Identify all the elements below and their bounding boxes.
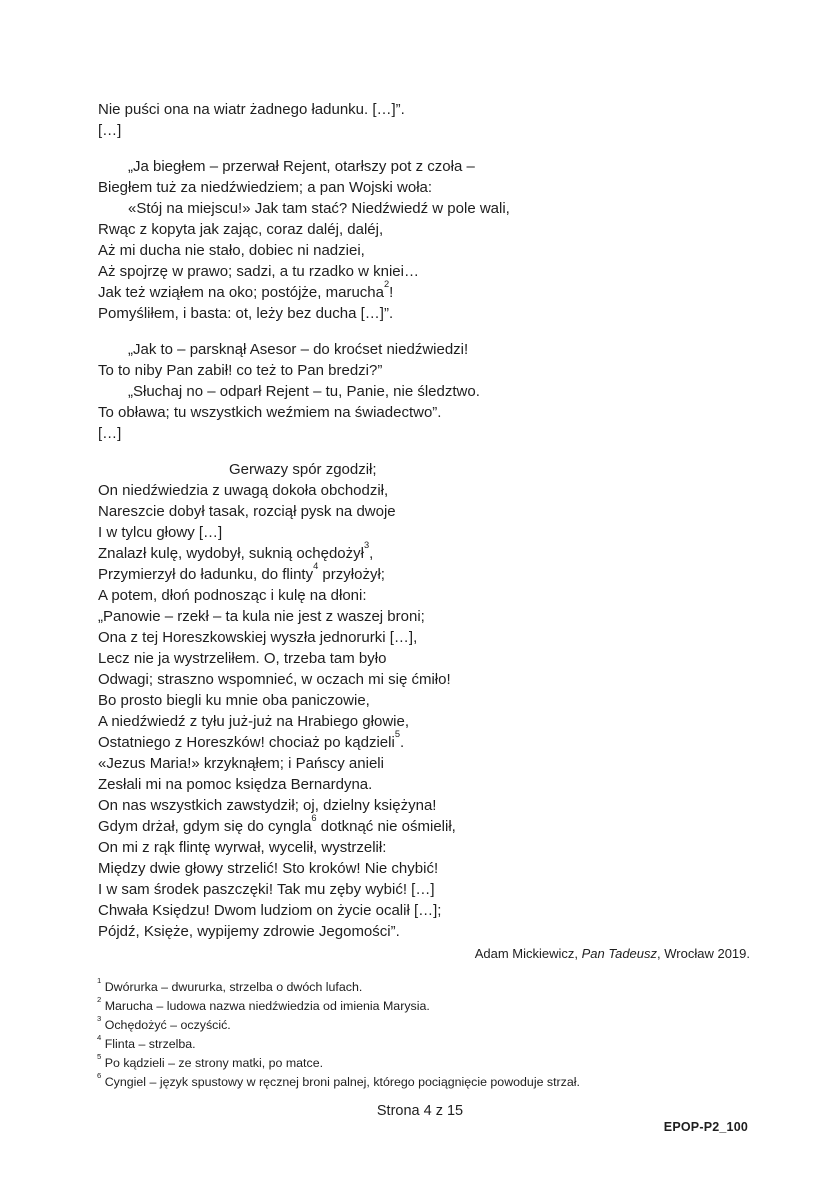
poem-line: Znalazł kulę, wydobył, suknią ochędożył$^3$, [98, 540, 374, 562]
poem-line: To to niby Pan zabił! co też to Pan bredzi?” [98, 362, 383, 379]
footnote-number: 4 [97, 1032, 102, 1042]
footnote-ref: 3 [363, 540, 370, 551]
poem-line: „Jak to – parsknął Asesor – do kroćset niedźwiedzi! [128, 341, 469, 358]
footnote: $^1$ Dwórurka – dwururka, strzelba o dwóch lufach. [97, 975, 363, 994]
poem-line: Ostatniego z Horeszków! chociaż po kądzieli$^5$. [98, 729, 405, 751]
poem-line: Zesłali mi na pomoc księdza Bernardyna. [98, 776, 373, 793]
footnote-number: 6 [97, 1070, 102, 1080]
source-attribution [98, 945, 750, 962]
footnote-ref: 6 [311, 813, 317, 824]
poem-line: Gdym drżał, gdym się do cyngla$^6$ dotknąć nie ośmielił, [98, 813, 456, 835]
poem-line: A niedźwiedź z tyłu już-już na Hrabiego głowie, [98, 713, 409, 730]
footnotes [97, 975, 767, 1092]
page-number: Strona 4 z 15 [376, 1103, 464, 1119]
poem-line: Jak też wziąłem na oko; postójże, marucha$^2$! [98, 279, 394, 301]
poem-line: Chwała Księdzu! Dwom ludziom on życie ocalił […]; [98, 902, 442, 919]
poem-line: Bo prosto biegli ku mnie oba paniczowie, [98, 692, 370, 709]
poem-line: On niedźwiedzia z uwagą dokoła obchodził, [98, 482, 389, 499]
poem-line: Rwąc z kopyta jak zając, coraz daléj, daléj, [98, 221, 384, 238]
poem [98, 99, 754, 942]
stanza [98, 99, 754, 141]
poem-line: Gerwazy spór zgodził; [229, 461, 377, 478]
footnote-number: 3 [97, 1013, 102, 1023]
poem-line: Pójdź, Księże, wypijemy zdrowie Jegomości”. [98, 923, 400, 940]
poem-line: On mi z rąk flintę wyrwał, wycelił, wystrzelił: [98, 839, 387, 856]
document-code: EPOP-P2_100 [663, 1120, 748, 1134]
stanza [98, 156, 754, 324]
poem-line: I w tylcu głowy […] [98, 524, 223, 541]
poem-line: „Panowie – rzekł – ta kula nie jest z waszej broni; [98, 608, 425, 625]
poem-line: […] [98, 122, 122, 139]
footnote: $^4$ Flinta – strzelba. [97, 1032, 196, 1051]
footnote-number: 2 [97, 994, 102, 1004]
poem-line: […] [98, 425, 122, 442]
footnote-number: 5 [97, 1051, 102, 1061]
poem-line: A potem, dłoń podnosząc i kulę na dłoni: [98, 587, 367, 604]
poem-line: Ona z tej Horeszkowskiej wyszła jednorurki […], [98, 629, 418, 646]
poem-line: Aż spojrzę w prawo; sadzi, a tu rzadko w kniei… [98, 263, 419, 280]
stanza [98, 459, 754, 942]
footnote: $^3$ Ochędożyć – oczyścić. [97, 1013, 231, 1032]
footnote-ref: 4 [313, 561, 319, 572]
footnote-ref: 5 [394, 729, 400, 740]
attribution-author: Adam Mickiewicz, [474, 946, 582, 961]
poem-line: Nie puści ona na wiatr żadnego ładunku. […]”. [98, 101, 405, 118]
stanza [98, 339, 754, 444]
poem-line: «Stój na miejscu!» Jak tam stać? Niedźwiedź w pole wali, [128, 200, 510, 217]
poem-line: Biegłem tuż za niedźwiedziem; a pan Wojski woła: [98, 179, 433, 196]
poem-line: Nareszcie dobył tasak, rozciął pysk na dwoje [98, 503, 396, 520]
attribution-place-year: , Wrocław 2019. [657, 946, 750, 961]
poem-line: Pomyśliłem, i basta: ot, leży bez ducha […]”. [98, 305, 394, 322]
poem-line: On nas wszystkich zawstydził; oj, dzielny księżyna! [98, 797, 437, 814]
poem-line: „Ja biegłem – przerwał Rejent, otarłszy pot z czoła – [128, 158, 475, 175]
poem-line: Odwagi; straszno wspomnieć, w oczach mi się ćmiło! [98, 671, 451, 688]
attribution-work-title: Pan Tadeusz [581, 946, 658, 961]
footnote: $^6$ Cyngiel – język spustowy w ręcznej broni palnej, którego pociągnięcie powoduje strzał. [97, 1070, 580, 1089]
poem-line: Lecz nie ja wystrzeliłem. O, trzeba tam było [98, 650, 387, 667]
poem-line: „Słuchaj no – odparł Rejent – tu, Panie, nie śledztwo. [128, 383, 480, 400]
poem-line: Aż mi ducha nie stało, dobiec ni nadziei, [98, 242, 365, 259]
footnote-ref: 2 [383, 279, 390, 290]
poem-line: To obława; tu wszystkich weźmiem na świadectwo”. [98, 404, 442, 421]
poem-line: I w sam środek paszczęki! Tak mu zęby wybić! […] [98, 881, 435, 898]
poem-line: Przymierzył do ładunku, do flinty$^4$ przyłożył; [98, 561, 385, 583]
footnote: $^5$ Po kądzieli – ze strony matki, po matce. [97, 1051, 324, 1070]
poem-line: Między dwie głowy strzelić! Sto kroków! Nie chybić! [98, 860, 439, 877]
poem-line: «Jezus Maria!» krzyknąłem; i Pańscy anieli [98, 755, 384, 772]
footnote: $^2$ Marucha – ludowa nazwa niedźwiedzia od imienia Marysia. [97, 994, 430, 1013]
footnote-number: 1 [97, 975, 102, 985]
